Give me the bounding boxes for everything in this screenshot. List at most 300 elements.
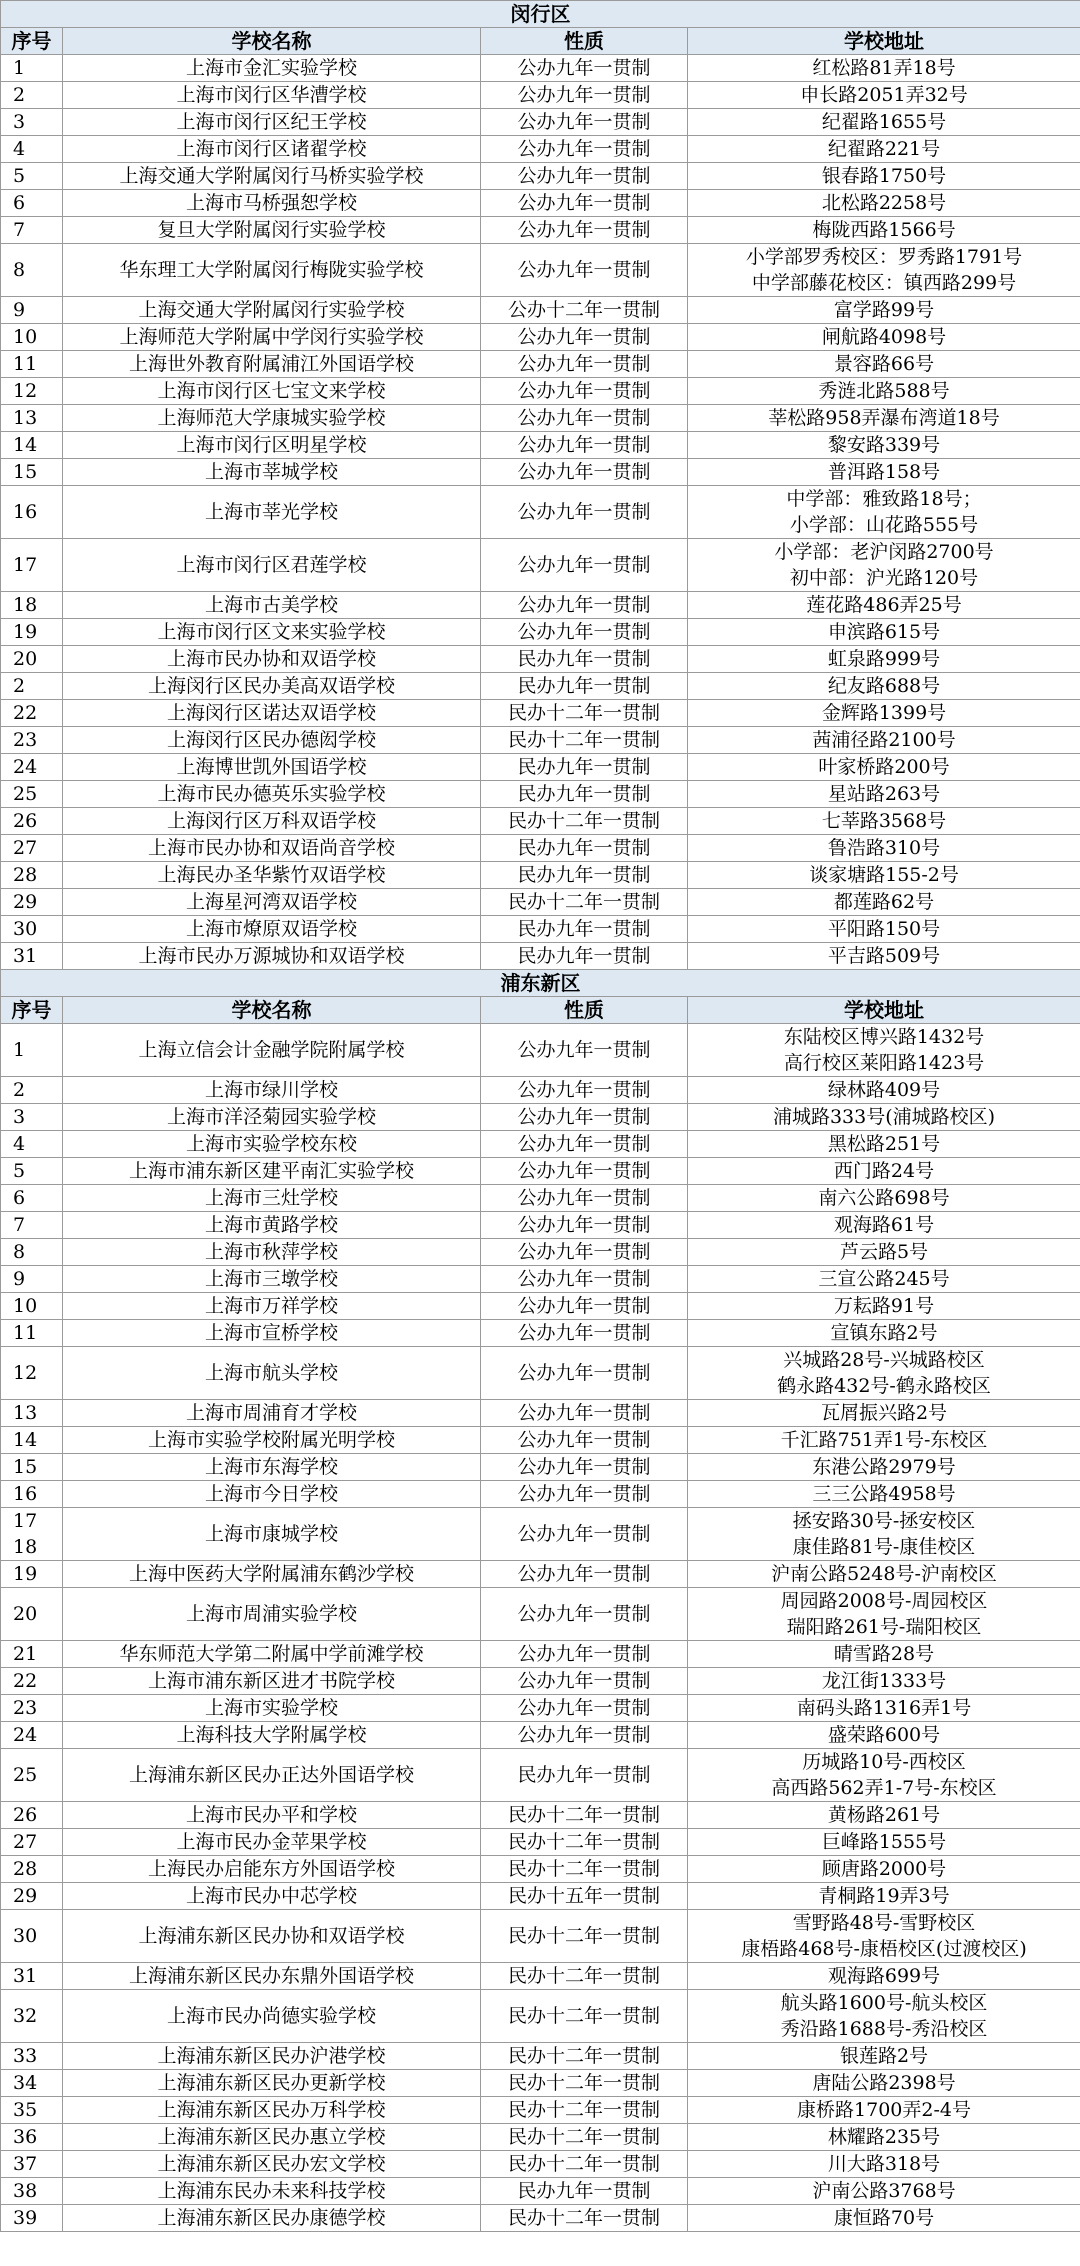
school-name: 上海市马桥强恕学校: [63, 190, 481, 217]
table-row: [1, 1185, 1080, 1212]
school-type: 公办九年一贯制: [481, 1508, 688, 1561]
school-type: 民办十二年一贯制: [481, 1856, 688, 1883]
school-name: 上海市闵行区七宝文来学校: [63, 378, 481, 405]
school-type: 公办九年一贯制: [481, 190, 688, 217]
address-line: 兴城路28号-兴城路校区: [783, 1349, 985, 1371]
school-type: 公办九年一贯制: [481, 378, 688, 405]
school-address: [688, 163, 1080, 190]
table-row: [1, 1802, 1080, 1829]
row-number: [1, 1508, 63, 1561]
district-name: 闵行区: [1, 1, 1080, 28]
row-number: 19: [1, 1561, 63, 1588]
school-name: 上海博世凯外国语学校: [63, 754, 481, 781]
column-header-address: 学校地址: [688, 28, 1080, 55]
school-name: 上海浦东新区民办宏文学校: [63, 2151, 481, 2178]
address-line: 高西路562弄1-7号-东校区: [771, 1777, 997, 1799]
address-line: 茜浦径路2100号: [812, 729, 956, 751]
address-line: 谈家塘路155-2号: [809, 864, 959, 886]
school-address: [688, 1077, 1080, 1104]
row-number: 29: [1, 1883, 63, 1910]
column-header-no: 序号: [1, 28, 63, 55]
table-row: [1, 539, 1080, 592]
row-number: 3: [1, 1104, 63, 1131]
address-line: 雪野路48号-雪野校区: [792, 1912, 976, 1934]
school-name: 上海市三墩学校: [63, 1266, 481, 1293]
row-number: 9: [1, 297, 63, 324]
address-line: 瓦屑振兴路2号: [820, 1402, 948, 1424]
school-type: 公办九年一贯制: [481, 1239, 688, 1266]
row-number: 4: [1, 136, 63, 163]
school-type: 民办十五年一贯制: [481, 1883, 688, 1910]
row-number: 2: [1, 82, 63, 109]
row-number: 15: [1, 1454, 63, 1481]
school-address: [688, 1749, 1080, 1802]
school-name: 上海市民办尚德实验学校: [63, 1990, 481, 2043]
table-row: [1, 673, 1080, 700]
school-name: 上海市实验学校附属光明学校: [63, 1427, 481, 1454]
row-number: 13: [1, 405, 63, 432]
school-type: 民办十二年一贯制: [481, 1829, 688, 1856]
school-type: 民办十二年一贯制: [481, 808, 688, 835]
address-line: 航头路1600号-航头校区: [780, 1992, 988, 2014]
address-line: 周园路2008号-周园校区: [780, 1590, 988, 1612]
school-name: 上海市康城学校: [63, 1508, 481, 1561]
row-number: 32: [1, 1990, 63, 2043]
school-type: 民办十二年一贯制: [481, 1910, 688, 1963]
school-type: 民办九年一贯制: [481, 754, 688, 781]
school-address: [688, 136, 1080, 163]
address-line: 中学部：雅致路18号；: [786, 488, 982, 510]
table-row: [1, 324, 1080, 351]
row-number: 27: [1, 1829, 63, 1856]
row-number: 24: [1, 754, 63, 781]
row-number: 30: [1, 916, 63, 943]
table-row: [1, 1668, 1080, 1695]
school-address: [688, 324, 1080, 351]
school-name: 上海市民办协和双语尚音学校: [63, 835, 481, 862]
table-row: [1, 1722, 1080, 1749]
school-name: 上海市莘城学校: [63, 459, 481, 486]
row-number: 15: [1, 459, 63, 486]
school-type: 公办九年一贯制: [481, 539, 688, 592]
school-address: [688, 1266, 1080, 1293]
row-number: 31: [1, 943, 63, 970]
school-type: 民办十二年一贯制: [481, 700, 688, 727]
table-row: [1, 2070, 1080, 2097]
school-address: [688, 244, 1080, 297]
table-row: [1, 646, 1080, 673]
school-name: 上海市实验学校: [63, 1695, 481, 1722]
school-address: [688, 1963, 1080, 1990]
school-name: 上海交通大学附属闵行马桥实验学校: [63, 163, 481, 190]
school-address: [688, 889, 1080, 916]
school-address: [688, 2205, 1080, 2232]
school-address: [688, 2070, 1080, 2097]
table-row: [1, 1158, 1080, 1185]
address-line: 康恒路70号: [833, 2207, 935, 2229]
address-line: 富学路99号: [833, 299, 935, 321]
school-address: [688, 1481, 1080, 1508]
row-number: 16: [1, 486, 63, 539]
school-type: 公办九年一贯制: [481, 55, 688, 82]
school-type: 民办十二年一贯制: [481, 1963, 688, 1990]
school-type: 公办九年一贯制: [481, 459, 688, 486]
school-address: [688, 592, 1080, 619]
school-name: 上海市闵行区华漕学校: [63, 82, 481, 109]
school-type: 民办九年一贯制: [481, 781, 688, 808]
school-type: 民办十二年一贯制: [481, 2070, 688, 2097]
school-address: [688, 1400, 1080, 1427]
school-type: 公办九年一贯制: [481, 1347, 688, 1400]
row-number: 13: [1, 1400, 63, 1427]
row-number: 2: [1, 673, 63, 700]
school-address: [688, 1454, 1080, 1481]
school-address: [688, 1588, 1080, 1641]
school-type: 民办九年一贯制: [481, 916, 688, 943]
school-address: [688, 82, 1080, 109]
address-line: 宣镇东路2号: [830, 1322, 938, 1344]
school-name: 上海市浦东新区进才书院学校: [63, 1668, 481, 1695]
table-row: [1, 2097, 1080, 2124]
table-row: [1, 1641, 1080, 1668]
address-line: 绿林路409号: [827, 1079, 941, 1101]
address-line: 拯安路30号-拯安校区: [792, 1510, 976, 1532]
address-line: 申滨路615号: [827, 621, 941, 643]
table-row: [1, 297, 1080, 324]
address-line: 巨峰路1555号: [821, 1831, 947, 1853]
address-line: 申长路2051弄32号: [800, 84, 968, 106]
address-line: 小学部罗秀校区：罗秀路1791号: [745, 246, 1023, 268]
school-name: 上海市闵行区明星学校: [63, 432, 481, 459]
address-line: 鹤永路432号-鹤永路校区: [777, 1375, 991, 1397]
school-address: [688, 835, 1080, 862]
address-line: 梅陇西路1566号: [812, 219, 956, 241]
school-name: 上海市金汇实验学校: [63, 55, 481, 82]
school-type: 公办九年一贯制: [481, 592, 688, 619]
row-number: 29: [1, 889, 63, 916]
school-type: 公办九年一贯制: [481, 1266, 688, 1293]
table-row: [1, 754, 1080, 781]
school-name: 上海浦东新区民办更新学校: [63, 2070, 481, 2097]
row-number: 20: [1, 646, 63, 673]
row-number: 28: [1, 862, 63, 889]
row-number: 16: [1, 1481, 63, 1508]
address-line: 顾唐路2000号: [821, 1858, 947, 1880]
table-row: [1, 1883, 1080, 1910]
table-row: [1, 1266, 1080, 1293]
school-type: 公办九年一贯制: [481, 1185, 688, 1212]
school-name: 上海浦东新区民办沪港学校: [63, 2043, 481, 2070]
row-number-value: 17: [13, 1510, 38, 1532]
school-name: 上海市莘光学校: [63, 486, 481, 539]
table-row: [1, 1990, 1080, 2043]
table-row: [1, 1588, 1080, 1641]
school-address: [688, 405, 1080, 432]
row-number: 12: [1, 378, 63, 405]
row-number: 27: [1, 835, 63, 862]
school-address: [688, 862, 1080, 889]
table-row: [1, 82, 1080, 109]
address-line: 纪翟路1655号: [821, 111, 947, 133]
school-address: [688, 1990, 1080, 2043]
address-line: 南六公路698号: [818, 1187, 950, 1209]
table-row: [1, 808, 1080, 835]
school-address: [688, 754, 1080, 781]
address-line: 虹泉路999号: [827, 648, 941, 670]
school-name: 上海市宣桥学校: [63, 1320, 481, 1347]
school-address: [688, 2043, 1080, 2070]
school-address: [688, 1829, 1080, 1856]
table-row: [1, 1454, 1080, 1481]
school-name: 上海市万祥学校: [63, 1293, 481, 1320]
address-line: 沪南公路3768号: [812, 2180, 956, 2202]
school-name: 上海市闵行区君莲学校: [63, 539, 481, 592]
table-row: [1, 2178, 1080, 2205]
school-name: 上海市燎原双语学校: [63, 916, 481, 943]
column-header-type: 性质: [481, 997, 688, 1024]
address-line: 康梧路468号-康梧校区(过渡校区): [741, 1938, 1027, 1960]
school-type: 民办十二年一贯制: [481, 1802, 688, 1829]
school-address: [688, 1185, 1080, 1212]
district-name: 浦东新区: [1, 970, 1080, 997]
school-type: 公办九年一贯制: [481, 1077, 688, 1104]
school-address: [688, 781, 1080, 808]
school-name: 上海市周浦育才学校: [63, 1400, 481, 1427]
column-header-name: 学校名称: [63, 997, 481, 1024]
table-row: [1, 405, 1080, 432]
school-address: [688, 1910, 1080, 1963]
address-line: 黄杨路261号: [827, 1804, 941, 1826]
table-row: [1, 244, 1080, 297]
school-address: [688, 1293, 1080, 1320]
row-number: 37: [1, 2151, 63, 2178]
column-header-type: 性质: [481, 28, 688, 55]
school-name: 上海市三灶学校: [63, 1185, 481, 1212]
row-number: 22: [1, 1668, 63, 1695]
address-line: 龙江街1333号: [821, 1670, 947, 1692]
row-number: 18: [1, 592, 63, 619]
school-name: 上海闵行区民办德闳学校: [63, 727, 481, 754]
row-number: 14: [1, 432, 63, 459]
school-address: [688, 673, 1080, 700]
table-row: [1, 163, 1080, 190]
table-row: [1, 1293, 1080, 1320]
table-row: [1, 835, 1080, 862]
school-address: [688, 1131, 1080, 1158]
school-name: 上海市民办平和学校: [63, 1802, 481, 1829]
school-address: [688, 943, 1080, 970]
school-type: 公办九年一贯制: [481, 1293, 688, 1320]
row-number: 3: [1, 109, 63, 136]
address-line: 南码头路1316弄1号: [796, 1697, 972, 1719]
row-number: 5: [1, 163, 63, 190]
school-address: [688, 1239, 1080, 1266]
school-address: [688, 727, 1080, 754]
row-number: 6: [1, 190, 63, 217]
school-type: 公办九年一贯制: [481, 136, 688, 163]
school-type: 公办九年一贯制: [481, 351, 688, 378]
table-row: [1, 486, 1080, 539]
row-number: 39: [1, 2205, 63, 2232]
school-address: [688, 217, 1080, 244]
address-line: 鲁浩路310号: [827, 837, 941, 859]
address-line: 瑞阳路261号-瑞阳校区: [786, 1616, 982, 1638]
column-header-row: [1, 28, 1080, 55]
school-name: 上海市绿川学校: [63, 1077, 481, 1104]
school-name: 上海市实验学校东校: [63, 1131, 481, 1158]
address-line: 闸航路4098号: [821, 326, 947, 348]
school-type: 公办九年一贯制: [481, 1158, 688, 1185]
row-number: 6: [1, 1185, 63, 1212]
school-address: [688, 916, 1080, 943]
address-line: 星站路263号: [827, 783, 941, 805]
school-address: [688, 1320, 1080, 1347]
row-number: 14: [1, 1427, 63, 1454]
school-type: 公办九年一贯制: [481, 324, 688, 351]
school-type: 公办九年一贯制: [481, 109, 688, 136]
school-type: 民办十二年一贯制: [481, 2043, 688, 2070]
school-name: 上海浦东新区民办协和双语学校: [63, 1910, 481, 1963]
table-row: [1, 1077, 1080, 1104]
school-name: 上海交通大学附属闵行实验学校: [63, 297, 481, 324]
address-line: 都莲路62号: [833, 891, 935, 913]
row-number: 25: [1, 1749, 63, 1802]
school-name: 上海市古美学校: [63, 592, 481, 619]
address-line: 高行校区莱阳路1423号: [783, 1052, 985, 1074]
row-number: 25: [1, 781, 63, 808]
row-number: 4: [1, 1131, 63, 1158]
school-name: 上海科技大学附属学校: [63, 1722, 481, 1749]
school-address: [688, 109, 1080, 136]
address-line: 唐陆公路2398号: [812, 2072, 956, 2094]
column-header-row: [1, 997, 1080, 1024]
table-row: [1, 217, 1080, 244]
school-address: [688, 297, 1080, 324]
school-address: [688, 378, 1080, 405]
school-name: 上海星河湾双语学校: [63, 889, 481, 916]
school-address: [688, 619, 1080, 646]
school-type: 公办九年一贯制: [481, 486, 688, 539]
school-type: 公办九年一贯制: [481, 244, 688, 297]
school-name: 上海市黄路学校: [63, 1212, 481, 1239]
address-line: 秀沿路1688号-秀沿校区: [780, 2018, 988, 2040]
school-type: 民办十二年一贯制: [481, 889, 688, 916]
school-name: 华东师范大学第二附属中学前滩学校: [63, 1641, 481, 1668]
row-number: 23: [1, 1695, 63, 1722]
school-type: 公办九年一贯制: [481, 1427, 688, 1454]
address-line: 千汇路751弄1号-东校区: [780, 1429, 988, 1451]
school-type: 公办九年一贯制: [481, 405, 688, 432]
table-row: [1, 136, 1080, 163]
school-type: 民办九年一贯制: [481, 673, 688, 700]
table-row: [1, 1561, 1080, 1588]
address-line: 景容路66号: [833, 353, 935, 375]
table-row: [1, 1320, 1080, 1347]
school-address: [688, 1641, 1080, 1668]
table-row: [1, 781, 1080, 808]
table-row: [1, 2043, 1080, 2070]
table-row: [1, 916, 1080, 943]
row-number: 19: [1, 619, 63, 646]
address-line: 小学部：老沪闵路2700号: [774, 541, 994, 563]
school-name: 上海市民办德英乐实验学校: [63, 781, 481, 808]
row-number-value: 18: [13, 1536, 38, 1558]
row-number: 21: [1, 1641, 63, 1668]
column-header-address: 学校地址: [688, 997, 1080, 1024]
school-address: [688, 1856, 1080, 1883]
address-line: 平阳路150号: [827, 918, 941, 940]
school-name: 上海浦东新区民办惠立学校: [63, 2124, 481, 2151]
address-line: 观海路61号: [833, 1214, 935, 1236]
school-name: 上海市秋萍学校: [63, 1239, 481, 1266]
address-line: 平吉路509号: [827, 945, 941, 967]
school-name: 上海市闵行区文来实验学校: [63, 619, 481, 646]
school-type: 公办九年一贯制: [481, 1454, 688, 1481]
address-line: 盛荣路600号: [827, 1724, 941, 1746]
school-address: [688, 1158, 1080, 1185]
address-line: 历城路10号-西校区: [802, 1751, 966, 1773]
address-line: 黎安路339号: [827, 434, 941, 456]
address-line: 黑松路251号: [827, 1133, 941, 1155]
row-number: 7: [1, 217, 63, 244]
row-number: 11: [1, 1320, 63, 1347]
school-type: 民办九年一贯制: [481, 835, 688, 862]
school-name: 华东理工大学附属闵行梅陇实验学校: [63, 244, 481, 297]
address-line: 晴雪路28号: [833, 1643, 935, 1665]
school-address: [688, 2178, 1080, 2205]
address-line: 普洱路158号: [827, 461, 941, 483]
row-number: 1: [1, 1024, 63, 1077]
table-row: [1, 943, 1080, 970]
row-number: 26: [1, 808, 63, 835]
school-address: [688, 1104, 1080, 1131]
table-row: [1, 1963, 1080, 1990]
school-address: [688, 808, 1080, 835]
address-line: 莘松路958弄瀑布湾道18号: [768, 407, 1000, 429]
row-number: 30: [1, 1910, 63, 1963]
school-address: [688, 2097, 1080, 2124]
address-line: 康佳路81号-康佳校区: [792, 1536, 976, 1558]
address-line: 川大路318号: [827, 2153, 941, 2175]
school-name: 上海浦东新区民办万科学校: [63, 2097, 481, 2124]
row-number: 9: [1, 1266, 63, 1293]
school-address: [688, 459, 1080, 486]
table-row: [1, 700, 1080, 727]
school-type: 民办九年一贯制: [481, 2178, 688, 2205]
school-name: 上海市浦东新区建平南汇实验学校: [63, 1158, 481, 1185]
table-row: [1, 592, 1080, 619]
school-type: 公办九年一贯制: [481, 1668, 688, 1695]
school-name: 上海民办圣华紫竹双语学校: [63, 862, 481, 889]
school-type: 公办九年一贯制: [481, 1400, 688, 1427]
school-address: [688, 55, 1080, 82]
row-number: 31: [1, 1963, 63, 1990]
address-line: 康桥路1700弄2-4号: [797, 2099, 971, 2121]
school-address: [688, 646, 1080, 673]
school-address: [688, 1508, 1080, 1561]
table-row: [1, 1212, 1080, 1239]
school-type: 公办九年一贯制: [481, 1212, 688, 1239]
school-type: 公办九年一贯制: [481, 163, 688, 190]
school-type: 公办九年一贯制: [481, 1695, 688, 1722]
school-name: 上海浦东新区民办康德学校: [63, 2205, 481, 2232]
school-name: 上海世外教育附属浦江外国语学校: [63, 351, 481, 378]
table-row: [1, 378, 1080, 405]
school-address: [688, 1722, 1080, 1749]
address-line: 观海路699号: [827, 1965, 941, 1987]
address-line: 东港公路2979号: [812, 1456, 956, 1478]
row-number: 10: [1, 1293, 63, 1320]
